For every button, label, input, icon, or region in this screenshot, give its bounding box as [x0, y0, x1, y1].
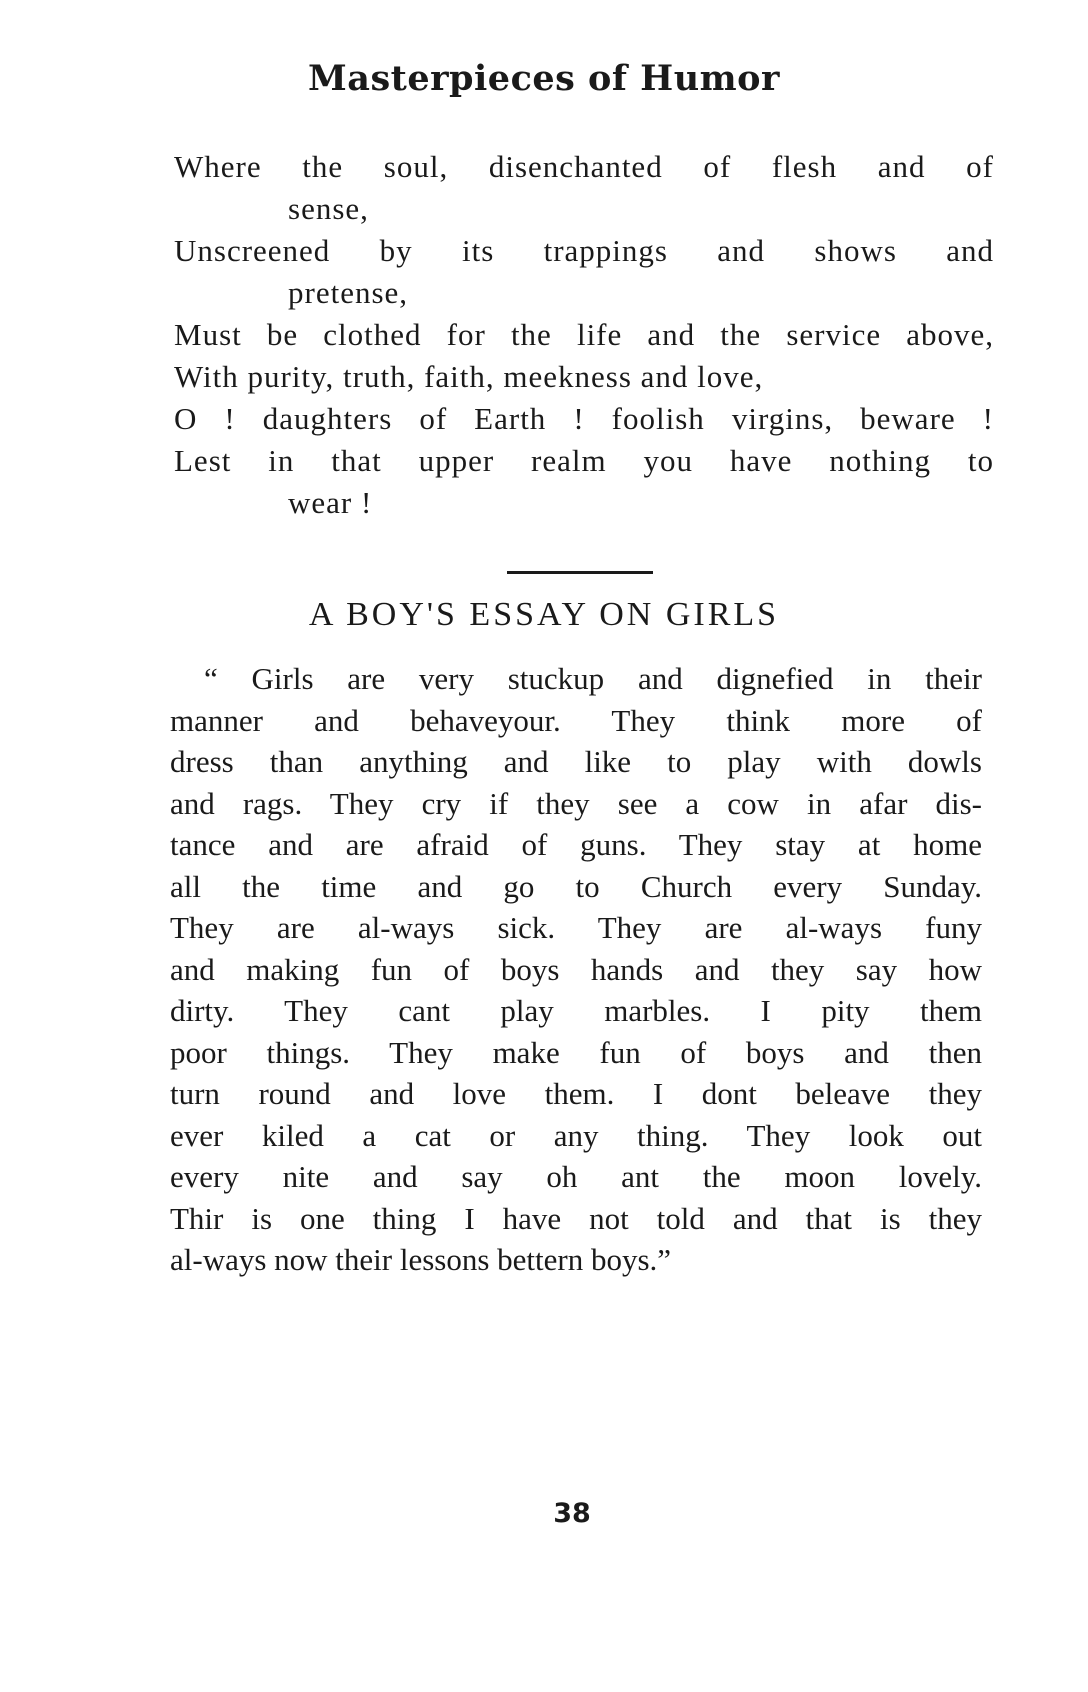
essay-line: all the time and go to Church every Sunday.: [170, 868, 982, 904]
essay-line: “ Girls are very stuckup and dignefied in their: [204, 661, 982, 696]
essay-line: and making fun of boys hands and they say how: [170, 951, 982, 987]
essay-line: dress than anything and like to play with dowls: [170, 744, 982, 779]
running-head: Masterpieces of Humor: [308, 58, 780, 99]
essay-body: [170, 658, 982, 1281]
poem-line: pretense,: [288, 275, 409, 310]
essay-line: dirty. They cant play marbles. I pity them: [170, 993, 982, 1028]
essay-line: They are al-ways sick. They are al-ways funy: [170, 910, 982, 945]
essay-line: and rags. They cry if they see a cow in afar dis-: [170, 785, 982, 821]
essay-title: A BOY'S ESSAY ON GIRLS: [308, 596, 780, 633]
essay-line: turn round and love them. I dont beleave they: [170, 1076, 982, 1111]
poem-line: Must be clothed for the life and the service above,: [174, 317, 994, 352]
page-number: 38: [553, 1498, 591, 1529]
essay-line: poor things. They make fun of boys and then: [170, 1034, 982, 1070]
essay-line: manner and behaveyour. They think more of: [170, 702, 982, 738]
poem-line: With purity, truth, faith, meekness and love,: [174, 359, 764, 394]
poem-line: Lest in that upper realm you have nothing to: [174, 443, 994, 478]
poem-line: Where the soul, disenchanted of flesh and of: [174, 149, 994, 184]
essay-line: al-ways now their lessons bettern boys.”: [170, 1242, 672, 1277]
essay-line: Thir is one thing I have not told and that is they: [170, 1200, 982, 1236]
poem-line: sense,: [288, 191, 369, 226]
section-divider: [507, 571, 653, 574]
poem-line: Unscreened by its trappings and shows and: [174, 233, 994, 268]
poem-line: O ! daughters of Earth ! foolish virgins, beware !: [174, 401, 994, 436]
poem-stanza: [174, 146, 994, 524]
essay-line: every nite and say oh ant the moon lovely.: [170, 1159, 982, 1194]
essay-line: ever kiled a cat or any thing. They look out: [170, 1117, 982, 1153]
essay-line: tance and are afraid of guns. They stay at home: [170, 827, 982, 862]
poem-line: wear !: [288, 485, 373, 520]
